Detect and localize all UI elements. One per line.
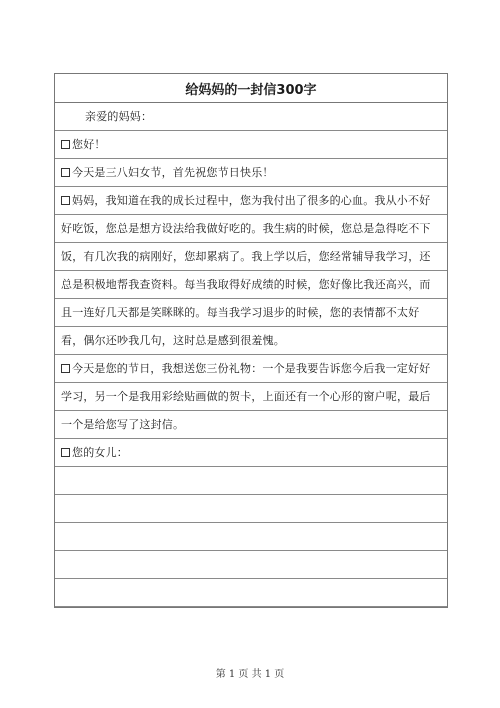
paragraph-greeting [55, 131, 447, 159]
paragraph-gifts [55, 355, 447, 439]
paragraph-text: 您的女儿： [72, 446, 128, 459]
salutation: 亲爱的妈妈： [85, 110, 153, 123]
checkbox-square-icon [61, 448, 70, 457]
checkbox-square-icon [61, 168, 70, 177]
paragraph-wishes [55, 159, 447, 187]
lined-writing-area [55, 103, 447, 607]
letter-sheet [54, 73, 448, 608]
checkbox-square-icon [61, 140, 70, 149]
page-number: 第 1 页 共 1 页 [215, 669, 285, 680]
paragraph-text: 您好！ [72, 138, 106, 151]
checkbox-square-icon [61, 196, 70, 205]
page-title: 给妈妈的一封信300字 [55, 74, 447, 103]
paragraph-body [55, 187, 447, 355]
paragraph-text: 今天是您的节日，我想送您三份礼物：一个是我要告诉您今后我一定好好学习，另一个是我用彩绘贴画做的贺卡，上面还有一个心形的窗户呢，最后一个是给您写了这封信。 [61, 362, 431, 431]
paragraph-text: 妈妈，我知道在我的成长过程中，您为我付出了很多的心血。我从小不好好吃饭，您总是想方设法给我做好吃的。我生病的时候，您总是急得吃不下饭，有几次我的病刚好，您却累病了。我上学以后，您经常辅导我学习，还总是积极地帮我查资料。每当我取得好成绩的时候，您好像比我还高兴，而且一连好几天都是笑眯眯的。每当我学习退步的时候，您的表情都不太好看，偶尔还吵我几句，这时总是感到很羞愧。 [61, 194, 431, 347]
paragraph-text: 今天是三八妇女节，首先祝您节日快乐！ [72, 166, 274, 179]
checkbox-square-icon [61, 364, 70, 373]
paragraph-signature [55, 439, 447, 467]
